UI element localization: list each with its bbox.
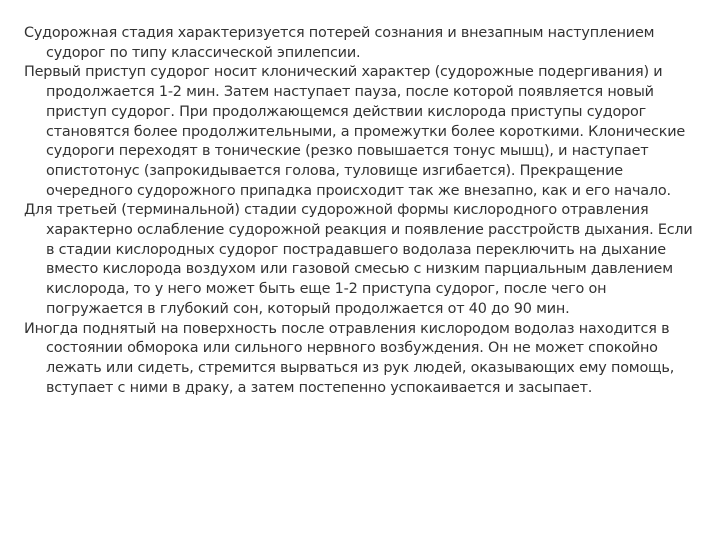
paragraph-convulsive-stage: Судорожная стадия характеризуется потерей сознания и внезапным наступлением судорог по типу классической эпилепсии. [24, 25, 655, 61]
text-body [24, 24, 704, 398]
paragraph-surfaced-diver: Иногда поднятый на поверхность после отравления кислородом водолаз находится в состоянии обморока или сильного нервного возбуждения. Он не может спокойно лежать или сидеть, стремится вырваться из рук людей, оказывающих ему помощь, вступает с ними в драку, а затем постепенно успокаивается и засыпает. [24, 320, 675, 396]
paragraph-terminal-stage: Для третьей (терминальной) стадии судорожной формы кислородного отравления характерно ослабление судорожной реакция и появление расстройств дыхания. Если в стадии кислородных судорог пострадавшего водолаза переключить на дыхание вместо кислорода воздухом или газовой смесью с низким парциальным давлением кислорода, то у него может быть еще 1-2 приступа судорог, после чего он погружается в глубокий сон, который продолжается от 40 до 90 мин. [24, 202, 693, 317]
paragraph-first-seizure: Первый приступ судорог носит клонический характер (судорожные подергивания) и продолжается 1-2 мин. Затем наступает пауза, после которой появляется новый приступ судорог. При продолжающемся действии кислорода приступы судорог становятся более продолжительными, а промежутки более короткими. Клонические судороги переходят в тонические (резко повышается тонус мышц), и наступает опистотонус (запрокидывается голова, туловище изгибается). Прекращение очередного судорожного припадка происходит так же внезапно, как и его начало. [24, 64, 686, 199]
